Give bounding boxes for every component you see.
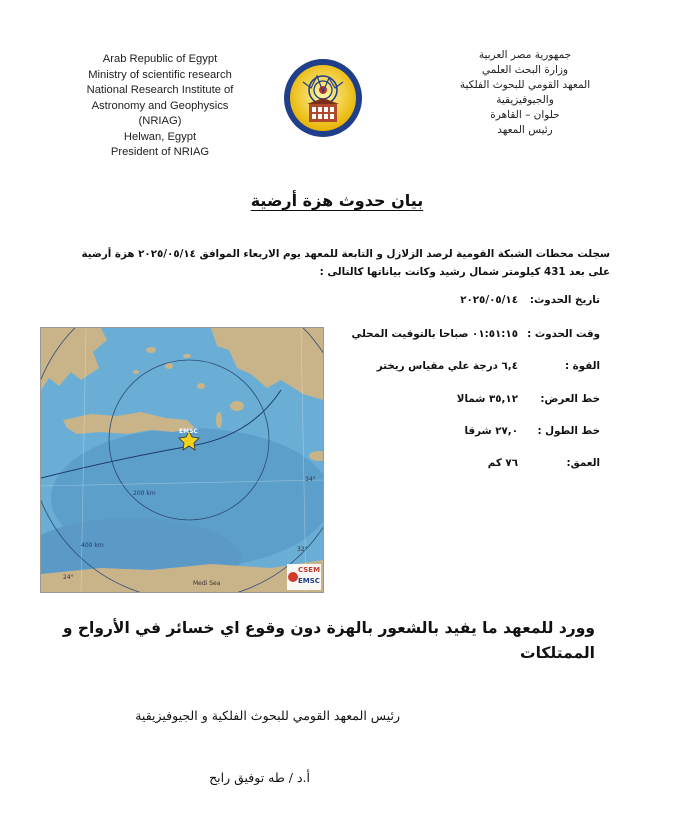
document-title <box>0 191 674 210</box>
map-ring-label: 200 km <box>133 490 156 497</box>
map-brand-top: CSEM <box>298 566 321 574</box>
detail-label: تاريخ الحدوث: <box>529 294 600 306</box>
detail-value: ٠١:٥١:١٥ صباحا بالتوقيت المحلي <box>351 328 518 340</box>
header-english-line: National Research Institute of <box>86 84 234 96</box>
header-english-line: Ministry of scientific research <box>88 68 232 81</box>
signature-name: أ.د / طه توفيق رابح <box>209 770 310 785</box>
map-lon-label: 24° <box>63 574 74 581</box>
damage-note: وورد للمعهد ما يفيد بالشعور بالهزة دون وقوع اي خسائر في الأرواح و الممتلكات <box>62 619 595 662</box>
detail-label: القوة : <box>564 360 600 372</box>
detail-row-longitude <box>310 425 600 443</box>
nriag-logo-icon <box>283 52 363 144</box>
header-english-line: (NRIAG) <box>138 115 182 127</box>
header-arabic-line: جمهورية مصر العربية <box>478 49 572 61</box>
detail-label: وقت الحدوث : <box>527 328 600 340</box>
detail-row-latitude <box>310 393 600 411</box>
header-english-line: President of NRIAG <box>110 146 210 158</box>
header-english <box>60 52 260 161</box>
document-title-text: بيان حدوث هزة أرضية <box>250 191 424 210</box>
header-arabic <box>440 48 610 138</box>
signature-title: رئيس المعهد القومي للبحوث الفلكية و الجيوفيزيقية <box>135 708 400 723</box>
header-arabic-line: حلوان – القاهرة <box>490 109 560 121</box>
header-arabic-line: رئيس المعهد <box>497 124 553 136</box>
intro-paragraph: سجلت محطات الشبكة القومية لرصد الزلازل و التابعة للمعهد يوم الاربعاء الموافق ٢٠٢٥/٠٥/١٤ هزة أرضية على بعد 431 كيلومتر شمال رشيد وكانت بياناتها كالتالى : <box>81 248 610 278</box>
detail-value: ٧٦ كم <box>487 457 518 469</box>
header-arabic-line: وزارة البحث العلمي <box>481 64 569 76</box>
map-sea-label: Medi Sea <box>193 580 221 587</box>
detail-label: العمق: <box>566 457 600 469</box>
map-lon-label: 32° <box>297 546 308 553</box>
detail-row-magnitude <box>310 360 600 378</box>
map-ring-label: 400 km <box>81 542 104 549</box>
epicenter-map <box>40 327 324 593</box>
header-english-line: Arab Republic of Egypt <box>102 53 218 65</box>
detail-row-date <box>310 294 600 312</box>
detail-value: ٢٧,٠ شرقا <box>464 425 518 437</box>
epicenter-map-graphic <box>41 328 323 592</box>
header-english-line: Astronomy and Geophysics <box>91 99 229 112</box>
map-brand-bottom: EMSC <box>298 577 320 585</box>
header-arabic-line: المعهد القومي للبحوث الفلكية <box>459 79 591 91</box>
map-epicenter-label: EMSC <box>179 428 198 435</box>
detail-row-time <box>310 328 600 346</box>
detail-label: خط الطول : <box>537 425 600 437</box>
detail-value: ٦,٤ درجة علي مقياس ريختر <box>376 360 518 372</box>
header-english-line: Helwan, Egypt <box>123 130 197 143</box>
detail-row-depth <box>310 457 600 475</box>
emsc-logo-icon <box>288 572 298 582</box>
detail-value: ٢٠٢٥/٠٥/١٤ <box>460 294 518 306</box>
detail-value: ٣٥,١٢ شمالا <box>456 393 518 405</box>
nriag-logo <box>283 52 363 144</box>
map-lat-label: 34° <box>305 476 316 483</box>
header-arabic-line: والجيوفيزيقية <box>496 94 554 106</box>
detail-label: خط العرض: <box>540 393 600 405</box>
